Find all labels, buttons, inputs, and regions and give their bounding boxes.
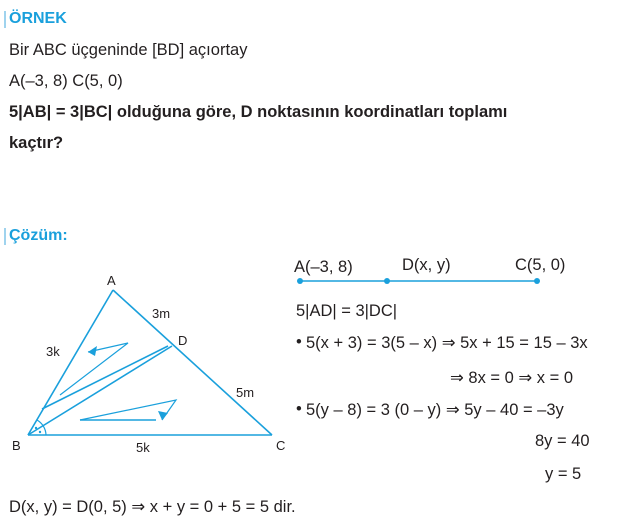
segment-label-c: C(5, 0)	[515, 256, 566, 274]
equation-y-3: y = 5	[545, 465, 582, 483]
equation-x-1: 5(x + 3) = 3(5 – x) ⇒ 5x + 15 = 15 – 3x	[306, 334, 588, 352]
vertex-c-label: C	[276, 438, 286, 453]
conclusion: D(x, y) = D(0, 5) ⇒ x + y = 0 + 5 = 5 dir.	[9, 498, 296, 516]
segment-label-d: D(x, y)	[402, 256, 451, 274]
angle-dot-2	[39, 431, 41, 433]
seg-ad-label: 3m	[152, 306, 171, 321]
seg-dc-label: 5m	[236, 385, 255, 400]
example-heading: ÖRNEK	[9, 10, 67, 27]
arrow-head-lower	[158, 411, 168, 420]
bisector-bd	[28, 346, 172, 435]
ratio-equation: 5|AD| = 3|DC|	[296, 302, 398, 320]
question-line-1: 5|AB| = 3|BC| olduğuna göre, D noktasının koordinatları toplamı	[9, 103, 508, 121]
bullet-y: •	[296, 400, 302, 418]
equation-x-2: ⇒ 8x = 0 ⇒ x = 0	[450, 369, 574, 387]
side-bc-label: 5k	[136, 440, 150, 455]
angle-dot-1	[35, 427, 37, 429]
problem-line-2: A(–3, 8) C(5, 0)	[9, 72, 123, 90]
side-ac	[113, 290, 272, 435]
point-a-dot	[297, 278, 303, 284]
bullet-x: •	[296, 333, 302, 351]
side-ab-label: 3k	[46, 344, 60, 359]
equation-y-2: 8y = 40	[535, 432, 590, 450]
equation-y-1: 5(y – 8) = 3 (0 – y) ⇒ 5y – 40 = –3y	[306, 401, 564, 419]
vertex-d-label: D	[178, 333, 188, 348]
side-ab	[28, 290, 113, 435]
question-line-2: kaçtır?	[9, 134, 64, 152]
arrow-head-upper	[88, 346, 97, 356]
vertex-a-label: A	[107, 273, 116, 288]
problem-line-1: Bir ABC üçgeninde [BD] açıortay	[9, 41, 248, 59]
segment-label-a: A(–3, 8)	[294, 258, 353, 276]
vertex-b-label: B	[12, 438, 21, 453]
point-d-dot	[384, 278, 390, 284]
solution-heading: Çözüm:	[9, 227, 68, 244]
point-c-dot	[534, 278, 540, 284]
